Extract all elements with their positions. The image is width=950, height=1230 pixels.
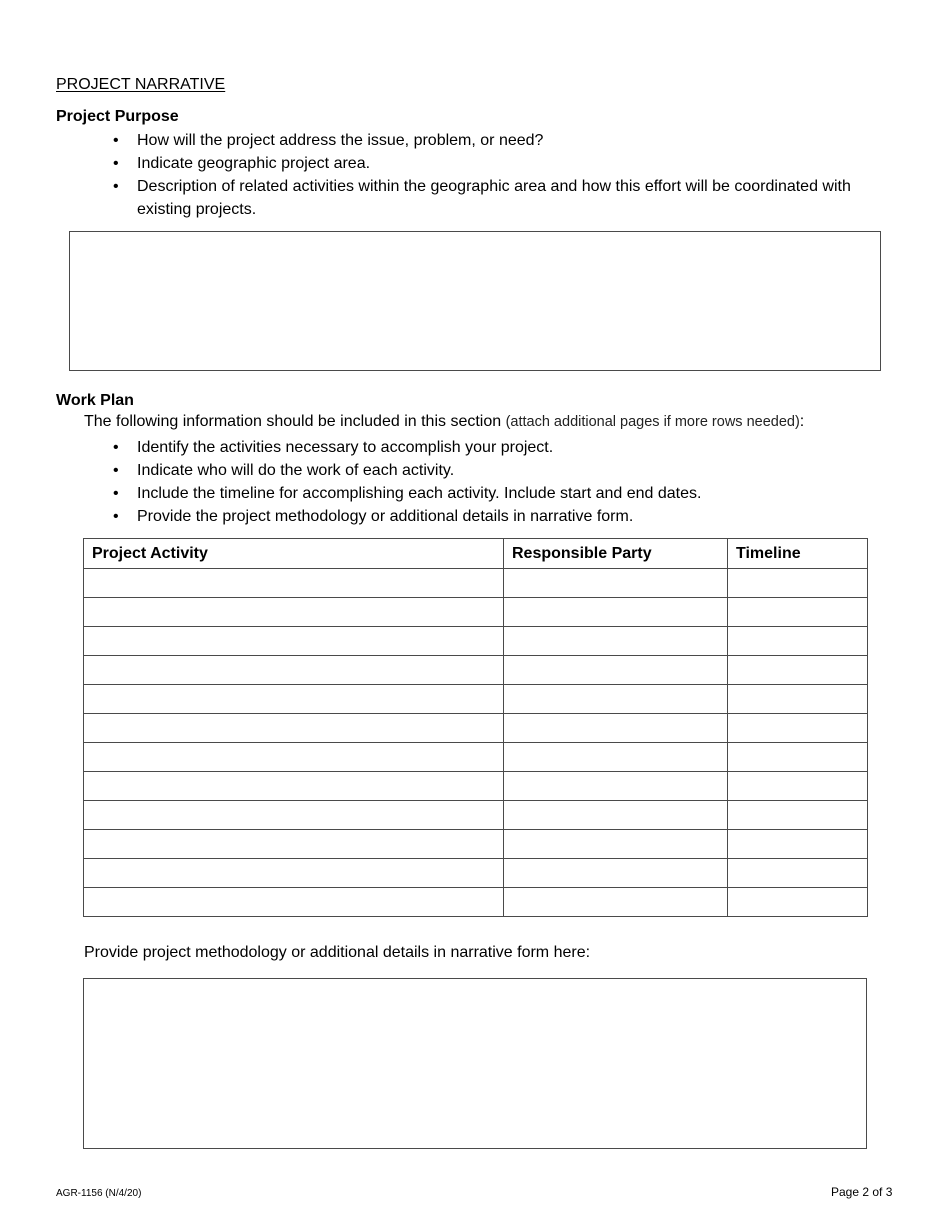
- timeline-cell[interactable]: [728, 830, 868, 859]
- activity-cell[interactable]: [84, 830, 504, 859]
- timeline-cell[interactable]: [728, 801, 868, 830]
- intro-text: The following information should be included in this section: [84, 413, 506, 430]
- page-number: Page 2 of 3: [831, 1185, 893, 1199]
- activity-cell[interactable]: [84, 859, 504, 888]
- responsible-party-cell[interactable]: [504, 743, 728, 772]
- section-title: PROJECT NARRATIVE: [56, 76, 226, 93]
- responsible-party-cell[interactable]: [504, 859, 728, 888]
- table-row: [84, 888, 868, 917]
- list-item-text: Include the timeline for accomplishing each activity. Include start and end dates.: [137, 485, 702, 502]
- responsible-party-cell[interactable]: [504, 569, 728, 598]
- project-purpose-input-box[interactable]: [69, 231, 881, 371]
- activity-cell[interactable]: [84, 801, 504, 830]
- responsible-party-cell[interactable]: [504, 772, 728, 801]
- activity-cell[interactable]: [84, 598, 504, 627]
- table-row: [84, 569, 868, 598]
- column-header-timeline: Timeline: [728, 539, 868, 569]
- table-row: [84, 772, 868, 801]
- activity-cell[interactable]: [84, 656, 504, 685]
- list-item: [113, 482, 883, 505]
- table-row: [84, 859, 868, 888]
- list-item-text: Provide the project methodology or additional details in narrative form.: [137, 508, 634, 525]
- timeline-cell[interactable]: [728, 714, 868, 743]
- activity-cell[interactable]: [84, 772, 504, 801]
- timeline-cell[interactable]: [728, 627, 868, 656]
- list-item: [113, 152, 883, 175]
- bullet-icon: •: [113, 439, 119, 456]
- purpose-bullet-list: [113, 129, 883, 221]
- bullet-icon: •: [113, 132, 119, 149]
- table-row: [84, 801, 868, 830]
- intro-end: :: [799, 413, 805, 430]
- table-row: [84, 598, 868, 627]
- list-item: [113, 459, 883, 482]
- work-plan-bullet-list: [113, 436, 883, 528]
- responsible-party-cell[interactable]: [504, 627, 728, 656]
- list-item: [113, 436, 883, 459]
- column-header-responsible-party: Responsible Party: [504, 539, 728, 569]
- table-row: [84, 685, 868, 714]
- form-id: AGR-1156 (N/4/20): [56, 1188, 142, 1199]
- responsible-party-cell[interactable]: [504, 598, 728, 627]
- work-plan-table-body: [84, 569, 868, 917]
- work-plan-table: [83, 538, 868, 917]
- activity-cell[interactable]: [84, 569, 504, 598]
- methodology-input-box[interactable]: [83, 978, 867, 1149]
- methodology-label: Provide project methodology or additional details in narrative form here:: [84, 944, 591, 961]
- activity-cell[interactable]: [84, 714, 504, 743]
- list-item: [113, 505, 883, 528]
- work-plan-heading: Work Plan: [56, 392, 134, 409]
- project-purpose-heading: Project Purpose: [56, 108, 179, 125]
- responsible-party-cell[interactable]: [504, 714, 728, 743]
- list-item-text: How will the project address the issue, problem, or need?: [137, 132, 544, 149]
- table-row: [84, 714, 868, 743]
- table-header-row: [84, 539, 868, 569]
- list-item-text: Description of related activities within the geographic area and how this effort will be coordinated with existing projects.: [137, 178, 851, 218]
- timeline-cell[interactable]: [728, 569, 868, 598]
- timeline-cell[interactable]: [728, 772, 868, 801]
- list-item: [113, 175, 883, 221]
- activity-cell[interactable]: [84, 685, 504, 714]
- bullet-icon: •: [113, 508, 119, 525]
- table-row: [84, 830, 868, 859]
- timeline-cell[interactable]: [728, 656, 868, 685]
- responsible-party-cell[interactable]: [504, 888, 728, 917]
- bullet-icon: •: [113, 155, 119, 172]
- responsible-party-cell[interactable]: [504, 685, 728, 714]
- intro-note: (attach additional pages if more rows needed): [505, 414, 800, 430]
- activity-cell[interactable]: [84, 888, 504, 917]
- list-item-text: Indicate geographic project area.: [137, 155, 371, 172]
- table-row: [84, 743, 868, 772]
- timeline-cell[interactable]: [728, 598, 868, 627]
- column-header-project-activity: Project Activity: [84, 539, 504, 569]
- activity-cell[interactable]: [84, 743, 504, 772]
- table-row: [84, 656, 868, 685]
- timeline-cell[interactable]: [728, 743, 868, 772]
- bullet-icon: •: [113, 178, 119, 195]
- list-item-text: Indicate who will do the work of each activity.: [137, 462, 455, 479]
- work-plan-intro: [84, 413, 804, 431]
- list-item-text: Identify the activities necessary to accomplish your project.: [137, 439, 554, 456]
- responsible-party-cell[interactable]: [504, 656, 728, 685]
- bullet-icon: •: [113, 485, 119, 502]
- responsible-party-cell[interactable]: [504, 801, 728, 830]
- responsible-party-cell[interactable]: [504, 830, 728, 859]
- activity-cell[interactable]: [84, 627, 504, 656]
- timeline-cell[interactable]: [728, 685, 868, 714]
- timeline-cell[interactable]: [728, 859, 868, 888]
- bullet-icon: •: [113, 462, 119, 479]
- list-item: [113, 129, 883, 152]
- timeline-cell[interactable]: [728, 888, 868, 917]
- table-row: [84, 627, 868, 656]
